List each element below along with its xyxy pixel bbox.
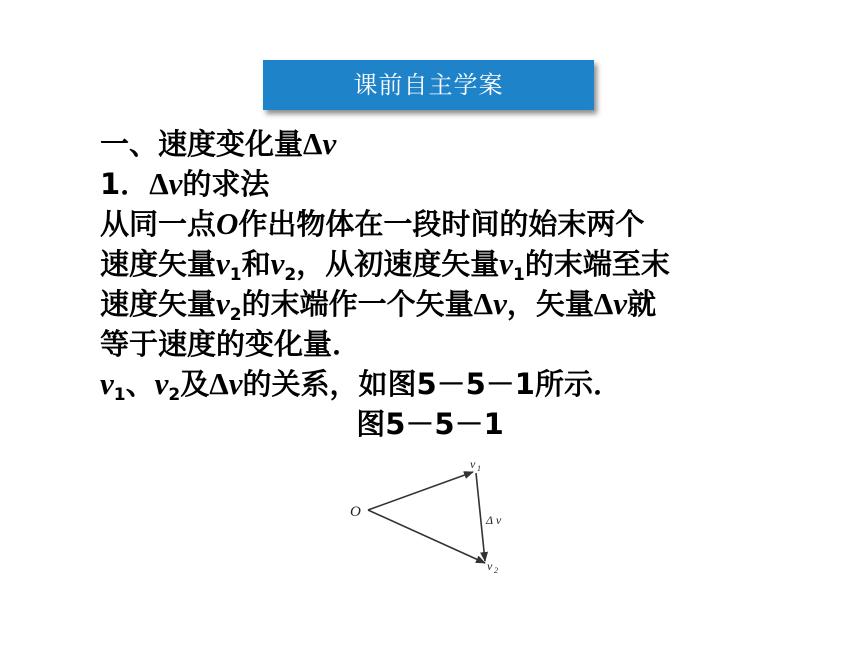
label-v2-subscript: 2 — [494, 566, 498, 575]
label-v2: v — [487, 559, 493, 573]
body-line-3: 速度矢量$v_2$的末端作一个矢量Δv，矢量Δv就 — [100, 286, 657, 325]
section-heading: 一、速度变化量Δv — [100, 126, 337, 161]
lesson-text — [100, 124, 760, 444]
label-v1: v — [470, 457, 476, 471]
body-line-2: 速度矢量$v_1$和$v_2$，从初速度矢量$v_1$的末端至末 — [100, 246, 670, 285]
label-origin: O — [350, 504, 361, 520]
section-banner — [263, 60, 594, 110]
vector-diagram — [340, 452, 520, 582]
label-v1-subscript: 1 — [477, 464, 481, 473]
vector-v1 — [368, 472, 473, 510]
body-line-4: 等于速度的变化量． — [100, 327, 362, 361]
item-heading: 1．Δv的求法 — [100, 166, 270, 201]
vector-v2 — [368, 510, 485, 563]
body-line-1: 从同一点O作出物体在一段时间的始末两个 — [100, 206, 645, 241]
banner-title: 课前自主学案 — [353, 71, 504, 99]
vector-diagram-svg — [340, 452, 520, 582]
vector-delta-v — [476, 473, 485, 561]
body-line-5: $v_1$、$v_2$及Δv的关系，如图5－5－1所示． — [100, 366, 622, 405]
figure-caption: 图5－5－1 — [356, 407, 504, 441]
label-delta-v: Δ v — [486, 513, 502, 527]
